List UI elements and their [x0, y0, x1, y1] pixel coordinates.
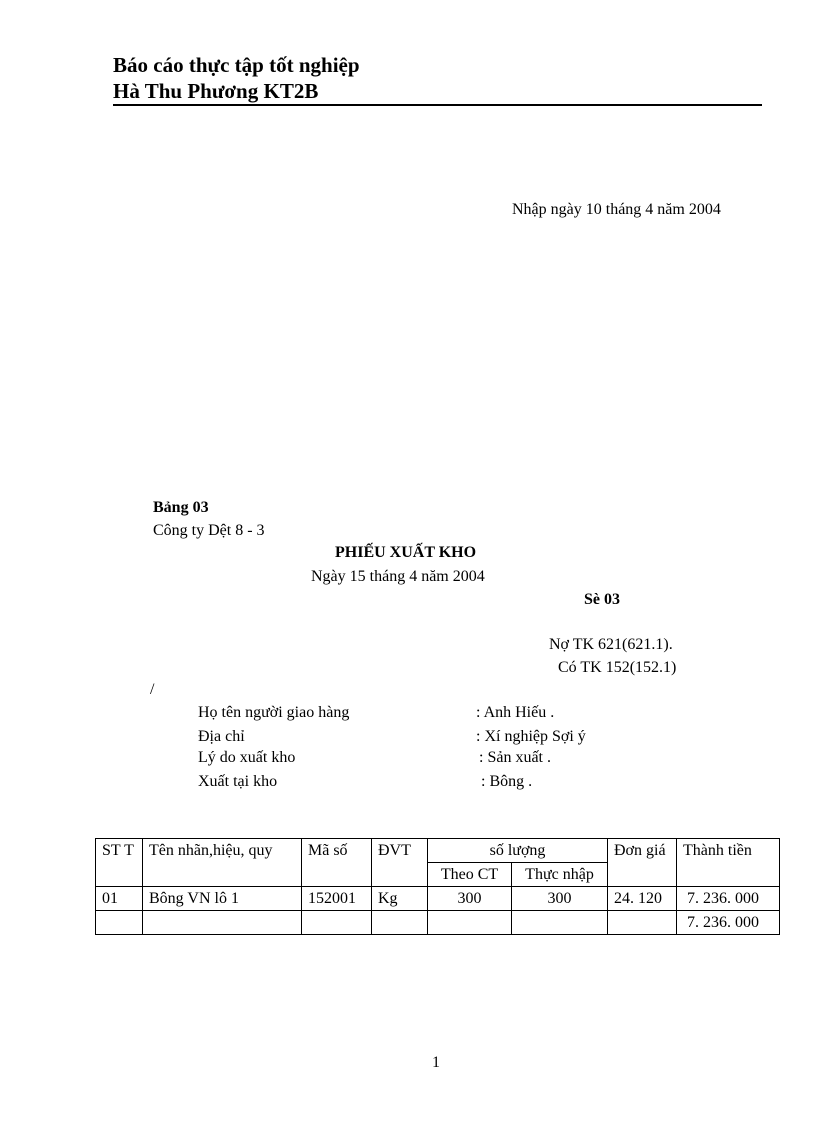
cell-empty	[96, 911, 143, 935]
table-label: Bảng 03	[153, 499, 209, 516]
author-line: Hà Thu Phương KT2B	[113, 79, 319, 103]
col-header-actual: Thực nhập	[512, 863, 608, 887]
company-name: Công ty Dệt 8 - 3	[153, 522, 265, 539]
cell-unit: Kg	[372, 887, 428, 911]
import-date: Nhập ngày 10 tháng 4 năm 2004	[512, 201, 721, 218]
header-rule	[113, 104, 762, 106]
field-value-warehouse: : Bông .	[481, 773, 533, 790]
cell-empty	[512, 911, 608, 935]
voucher-title: PHIẾU XUẤT KHO	[335, 544, 477, 561]
col-header-amount: Thành tiền	[677, 839, 780, 887]
col-header-quantity: số lượng	[428, 839, 608, 863]
debit-account: Nợ TK 621(621.1).	[549, 636, 673, 653]
col-header-code: Mã số	[302, 839, 372, 887]
col-header-price: Đơn giá	[608, 839, 677, 887]
cell-stt: 01	[96, 887, 143, 911]
slash-mark: /	[150, 681, 155, 698]
col-header-unit: ĐVT	[372, 839, 428, 887]
cell-empty	[608, 911, 677, 935]
credit-account: Có TK 152(152.1)	[558, 659, 677, 676]
field-value-address: : Xí nghiệp Sợi ý	[476, 728, 586, 745]
col-header-per-doc: Theo CT	[428, 863, 512, 887]
stock-table	[95, 838, 780, 935]
table-header-row	[96, 839, 780, 863]
cell-empty	[143, 911, 302, 935]
cell-price: 24. 120	[608, 887, 677, 911]
cell-empty	[372, 911, 428, 935]
field-label-reason: Lý do xuất kho	[198, 749, 296, 766]
field-value-deliverer: : Anh Hiếu .	[476, 704, 555, 721]
cell-actual: 300	[512, 887, 608, 911]
field-value-reason: : Sản xuất .	[479, 749, 551, 766]
field-label-deliverer: Họ tên người giao hàng	[198, 704, 350, 721]
table-row	[96, 887, 780, 911]
col-header-stt: ST T	[96, 839, 143, 887]
page-number: 1	[432, 1054, 440, 1071]
report-title: Báo cáo thực tập tốt nghiệp	[113, 53, 360, 77]
cell-amount: 7. 236. 000	[677, 887, 780, 911]
cell-code: 152001	[302, 887, 372, 911]
field-label-warehouse: Xuất tại kho	[198, 773, 278, 790]
table-total-row	[96, 911, 780, 935]
voucher-number: Sè 03	[584, 591, 620, 608]
cell-empty	[302, 911, 372, 935]
cell-empty	[428, 911, 512, 935]
cell-total-amount: 7. 236. 000	[677, 911, 780, 935]
col-header-name: Tên nhãn,hiệu, quy	[143, 839, 302, 887]
field-label-address: Địa chỉ	[198, 728, 245, 745]
voucher-date: Ngày 15 tháng 4 năm 2004	[311, 568, 485, 585]
cell-name: Bông VN lô 1	[143, 887, 302, 911]
cell-per-doc: 300	[428, 887, 512, 911]
